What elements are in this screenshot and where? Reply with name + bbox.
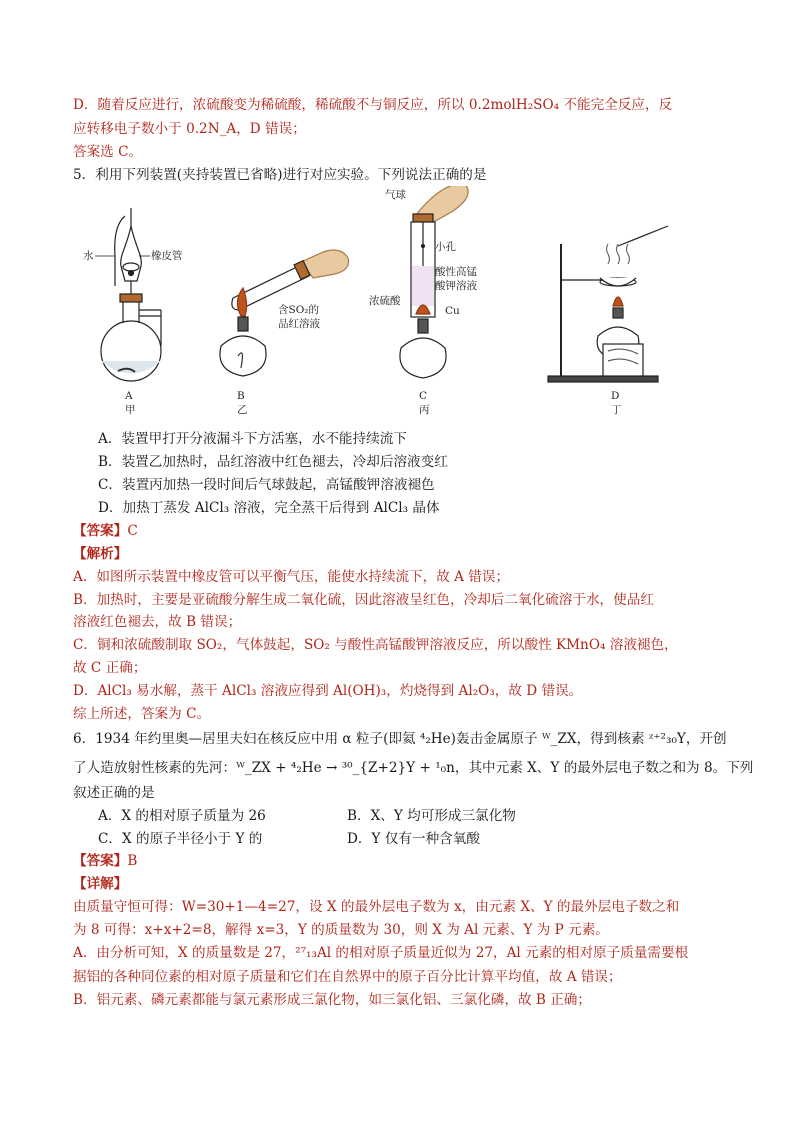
q5-analysis-heading [73,545,127,563]
q5-analysis-line: D．AlCl₃ 易水解，蒸干 AlCl₃ 溶液应得到 Al(OH)₃，灼烧得到 Al₂O₃，故 D 错误。 [73,683,583,699]
q5-analysis-summary: 综上所述，答案为 C。 [73,706,211,722]
q6-detail-line: 由质量守恒可得：W=30+1—4=27，设 X 的最外层电子数为 x，由元素 X、Y 的最外层电子数之和 [73,899,680,915]
q6-detail-heading [73,875,127,893]
caption-b-letter: B [237,390,245,402]
label-cu: Cu [445,305,460,317]
q6-detail-line: A．由分析可知，X 的质量数是 27，²⁷₁₃Al 的相对原子质量近似为 27，Al 元素的相对原子质量需要根 [73,945,689,961]
q6-option-a: A．X 的相对原子质量为 26 [98,808,266,824]
caption-c-name: 丙 [419,404,430,416]
q6-detail-line: 为 8 可得：x+x+2=8，解得 x=3，Y 的质量数为 30，则 X 为 Al 元素、Y 为 P 元素。 [73,922,609,938]
q5-analysis-line: A．如图所示装置中橡皮管可以平衡气压，能使水持续流下，故 A 错误； [73,569,510,585]
q5-analysis-line: B．加热时，主要是亚硫酸分解生成二氧化硫，因此溶液呈红色，冷却后二氧化硫溶于水，使品红 [73,592,654,608]
caption-b-name: 乙 [237,404,248,416]
q6-answer [73,852,137,870]
q6-stem-line1: 6．1934 年约里奥—居里夫妇在核反应中用 α 粒子(即氦 ⁴₂He)轰击金属原子 ᵂ_ZX，得到核素 ᶻ⁺²₃₀Y，开创 [73,731,727,747]
answer-tag: 【答案】 [73,853,128,869]
caption-a-letter: A [125,390,133,402]
q5-option-a: A．装置甲打开分液漏斗下方活塞，水不能持续流下 [98,431,407,447]
q5-option-d: D．加热丁蒸发 AlCl₃ 溶液，完全蒸干后得到 AlCl₃ 晶体 [98,500,440,516]
q5-option-c: C．装置丙加热一段时间后气球鼓起，高锰酸钾溶液褪色 [98,477,435,493]
analysis-tag: 【解析】 [73,546,128,562]
answer-tag: 【答案】 [73,523,128,539]
label-hole: 小孔 [435,241,456,253]
detail-tag: 【详解】 [73,876,128,892]
label-so2-line2: 品红溶液 [278,318,320,330]
label-balloon: 气球 [385,189,406,201]
q4-option-d-explanation-line1: D．随着反应进行，浓硫酸变为稀硫酸，稀硫酸不与铜反应，所以 0.2molH₂SO₄ 不能完全反应，反 [73,97,673,113]
caption-d-letter: D [611,390,620,402]
q5-option-b: B．装置乙加热时，品红溶液中红色褪去，冷却后溶液变红 [98,454,448,470]
q6-option-b: B．X、Y 均可形成三氯化物 [347,808,516,824]
q4-option-d-explanation-line2: 应转移电子数小于 0.2N_A，D 错误； [73,121,306,137]
label-so2-line1: 含SO₂的 [278,304,320,316]
label-kmno4-line1: 酸性高锰 [435,266,477,278]
q6-option-c: C．X 的原子半径小于 Y 的 [98,831,263,847]
q6-detail-line: 据铝的各种同位素的相对原子质量和它们在自然界中的原子百分比计算平均值，故 A 错误； [73,969,622,985]
q4-answer-line: 答案选 C。 [73,144,143,160]
label-kmno4-line2: 酸钾溶液 [435,280,477,292]
q5-stem: 5．利用下列装置(夹持装置已省略)进行对应实验。下列说法正确的是 [73,167,487,183]
answer-value: B [127,853,138,869]
caption-d-name: 丁 [611,404,622,416]
caption-c-letter: C [419,390,428,402]
q5-answer [73,522,138,540]
label-water: 水 [83,250,94,262]
q5-analysis-line: 故 C 正确； [73,660,147,676]
caption-a-name: 甲 [125,404,136,416]
apparatus-d [548,226,668,382]
label-rubber-tube: 橡皮管 [151,250,183,262]
q5-apparatus-figure [73,186,733,418]
q6-option-d: D．Y 仅有一种含氧酸 [347,831,480,847]
q6-stem-line2: 了人造放射性核素的先河：ᵂ_ZX + ⁴₂He → ³⁰_{Z+2}Y + ¹₀n，其中元素 X、Y 的最外层电子数之和为 8。下列 [73,760,754,776]
q6-detail-line: B．铝元素、磷元素都能与氯元素形成三氯化物，如三氯化铝、三氯化磷，故 B 正确； [73,992,591,1008]
q6-stem-line3: 叙述正确的是 [73,785,155,801]
label-conc-h2so4: 浓硫酸 [369,295,401,307]
q5-analysis-line: C．铜和浓硫酸制取 SO₂，气体鼓起，SO₂ 与酸性高锰酸钾溶液反应，所以酸性 KMnO₄ 溶液褪色， [73,637,678,653]
q5-analysis-line: 溶液红色褪去，故 B 错误； [73,614,242,630]
answer-value: C [127,523,138,539]
apparatus-a [101,208,161,381]
